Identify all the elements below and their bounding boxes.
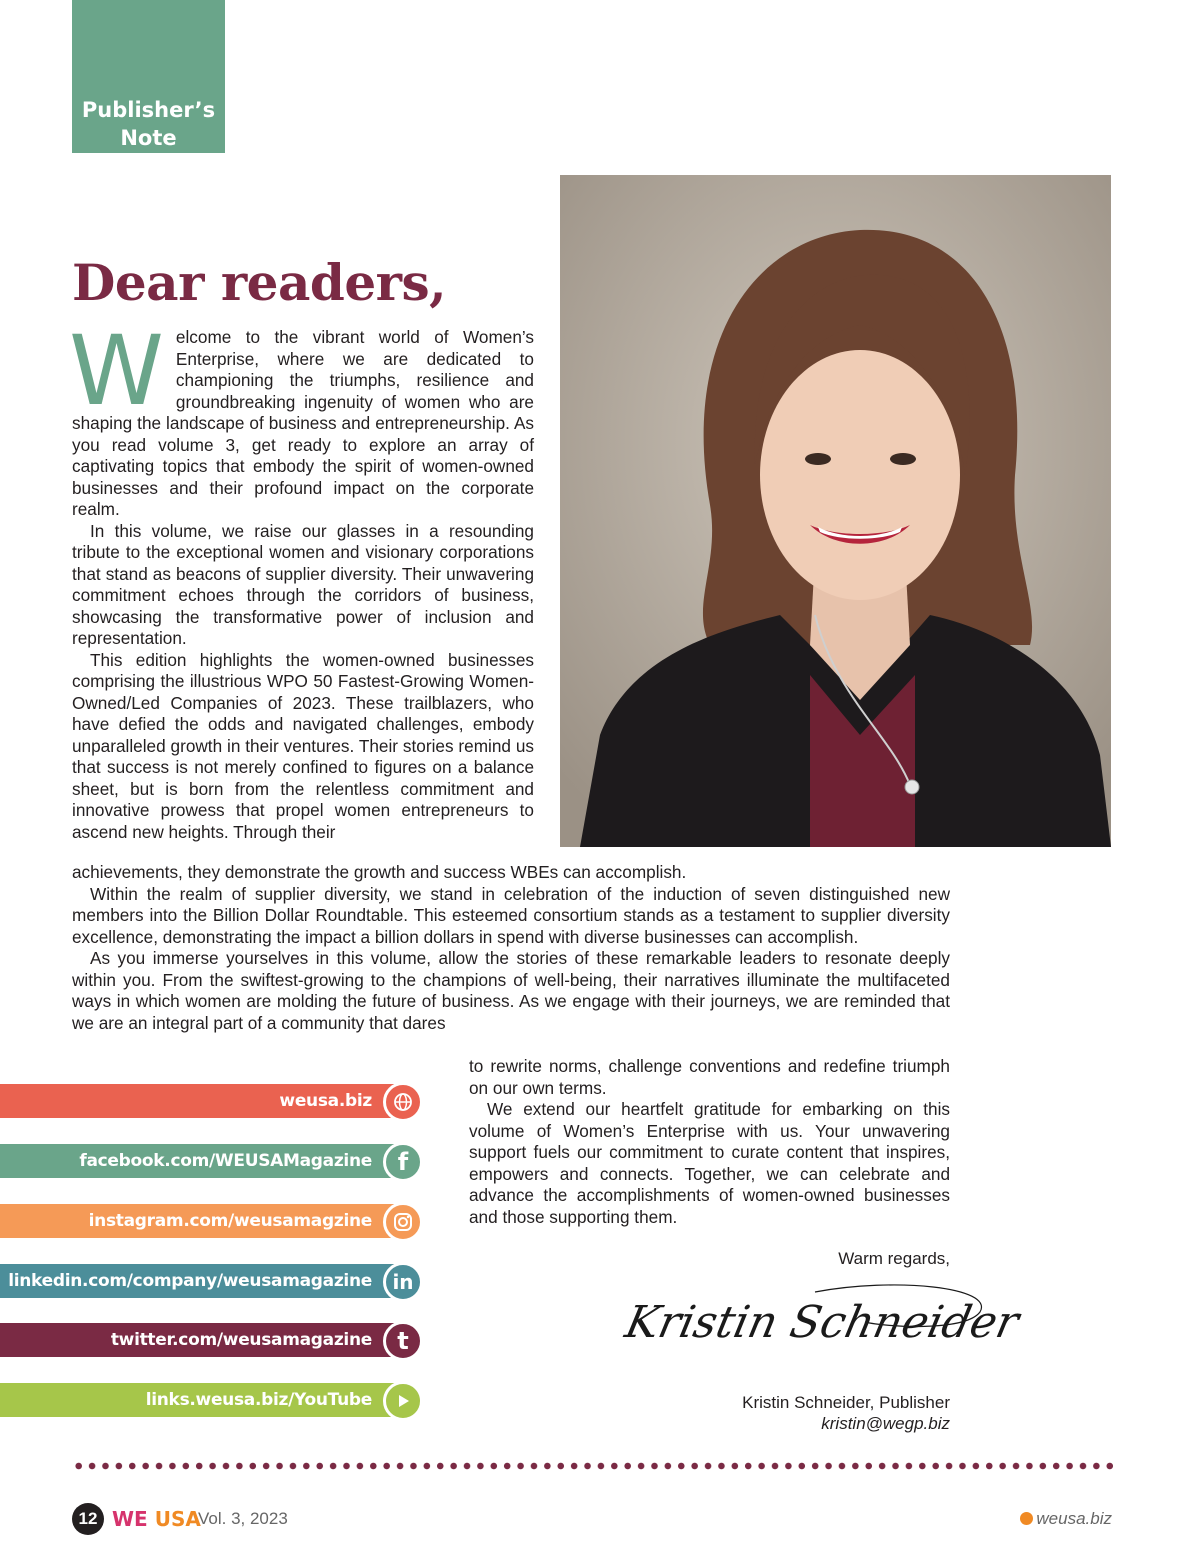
portrait-illustration [560,175,1111,847]
brand-we: WE [112,1507,148,1531]
linkedin-icon[interactable]: in [383,1262,423,1302]
twitter-icon[interactable]: t [383,1321,423,1361]
closing: Warm regards, [838,1249,950,1268]
social-link-instagram[interactable] [0,1202,430,1244]
social-link-label[interactable]: instagram.com/weusamagzine [0,1204,400,1238]
paragraph-wpo50: This edition highlights the women-owned businesses comprising the illustrious WPO 50 Fastest-Growing Women-Owned/Led Companies of 2023. These trailblazers, who have defied the odds and navigated challenges, embody unparalleled growth in their ventures. Their stories remind us that success is not merely confined to figures on a balance sheet, but is born from the relentless commitment and innovative prowess that propel women entrepreneurs to ascend new heights. Through their [72,649,534,842]
section-tab-line2: Note [120,126,177,150]
signature-glyphs: Kristin Schneider [620,1297,1024,1348]
body-column-right [469,1056,950,1228]
paragraph-wpo50-cont: achievements, they demonstrate the growth and success WBEs can accomplish. [72,862,687,882]
footer-site-text: weusa.biz [1036,1509,1112,1528]
publisher-portrait [560,175,1111,847]
social-link-label[interactable]: linkedin.com/company/weusamagazine [0,1264,400,1298]
dotted-divider [72,1462,1114,1470]
social-link-label[interactable]: weusa.biz [0,1084,400,1118]
instagram-icon[interactable] [383,1202,423,1242]
social-link-linkedin[interactable] [0,1262,430,1304]
paragraph-intro-text: elcome to the vibrant world of Women’s Enterprise, where we are dedicated to championing the triumphs, resilience and groundbreaking ingenuity of women who are shaping the landscape of business and entrepreneurship. As you read volume 3, get ready to explore an array of captivating topics that embody the spirit of women-owned businesses and their profound impact on the corporate realm. [72,327,534,519]
social-link-label[interactable]: twitter.com/weusamagazine [0,1323,400,1357]
brand-usa: USA [154,1507,201,1531]
section-tab [72,0,225,153]
signer-email[interactable]: kristin@wegp.biz [821,1414,950,1433]
social-link-label[interactable]: links.weusa.biz/YouTube [0,1383,400,1417]
globe-icon[interactable] [383,1082,423,1122]
signer-name: Kristin Schneider, Publisher [742,1393,950,1412]
paragraph-immerse-cont: to rewrite norms, challenge conventions and redefine triumph on our own terms. [469,1056,950,1098]
volume-label: Vol. 3, 2023 [198,1509,288,1528]
social-link-facebook[interactable] [0,1142,430,1184]
body-column-narrow [69,315,534,843]
paragraph-intro [69,315,534,521]
social-link-youtube[interactable] [0,1381,430,1423]
paragraph-tribute: In this volume, we raise our glasses in a resounding tribute to the exceptional women and visionary corporations that stand as beacons of supplier diversity. Their unwavering commitment echoes through the corridors of business, showcasing the transformative power of inclusion and representation. [72,520,534,648]
headline: Dear readers, [72,253,447,312]
social-link-twitter[interactable] [0,1321,430,1363]
paragraph-gratitude: We extend our heartfelt gratitude for embarking on this volume of Women’s Enterprise with us. Your unwavering support fuels our commitment to curate content that inspires, empowers and connects. Together, we can celebrate and advance the accomplishments of women-owned businesses and those supporting them. [469,1099,950,1227]
page-number: 12 [72,1503,104,1535]
facebook-icon[interactable]: f [383,1142,423,1182]
social-link-globe[interactable] [0,1082,430,1124]
drop-cap: W [69,315,164,427]
signature-image [620,1282,1024,1362]
youtube-icon[interactable] [383,1381,423,1421]
social-link-label[interactable]: facebook.com/WEUSAMagazine [0,1144,400,1178]
footer-site[interactable] [1020,1509,1112,1529]
brand-logo [112,1507,201,1531]
section-tab-line1: Publisher’s [81,98,216,122]
body-column-wide [72,862,950,1034]
handwritten-signature [620,1282,1024,1362]
paragraph-roundtable: Within the realm of supplier diversity, we stand in celebration of the induction of seven distinguished new members into the Billion Dollar Roundtable. This esteemed consortium stands as a testament to supplier diversity excellence, demonstrating the impact a billion dollars in spend with diverse businesses can accomplish. [72,883,950,947]
page-footer [72,1503,1112,1535]
paragraph-immerse: As you immerse yourselves in this volume, allow the stories of these remarkable leaders to resonate deeply within you. From the swiftest-growing to the champions of well-being, their narratives illuminate the multifaceted ways in which women are molding the future of business. As we engage with their journeys, we are reminded that we are an integral part of a community that dares [72,948,950,1033]
site-globe-icon [1020,1512,1033,1525]
